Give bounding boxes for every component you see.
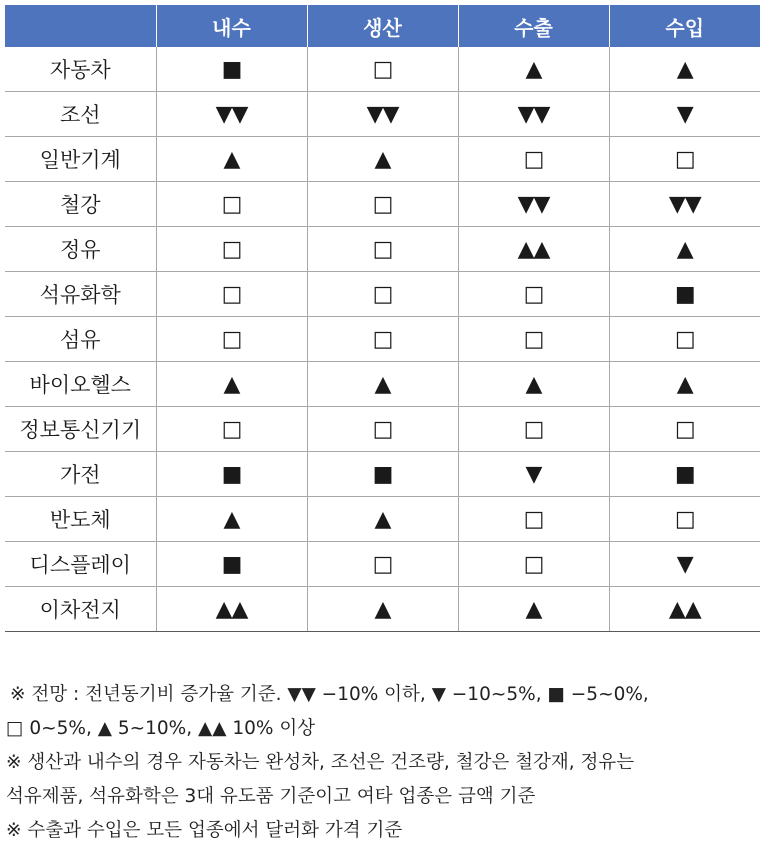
imports-indicator xyxy=(609,272,760,317)
exports-indicator xyxy=(458,542,609,587)
outlook-symbol: □ xyxy=(674,146,695,172)
domestic-demand-indicator xyxy=(156,407,307,452)
outlook-symbol: ▼ xyxy=(676,551,693,577)
table-row xyxy=(5,317,760,362)
production-indicator xyxy=(307,227,458,272)
table-row xyxy=(5,407,760,452)
domestic-demand-indicator xyxy=(156,317,307,362)
imports-indicator xyxy=(609,47,760,92)
exports-indicator xyxy=(458,317,609,362)
outlook-symbol: ▲ xyxy=(374,596,391,622)
production-indicator xyxy=(307,47,458,92)
production-indicator xyxy=(307,137,458,182)
imports-indicator xyxy=(609,137,760,182)
outlook-symbol: □ xyxy=(674,326,695,352)
production-note-line-1: ※ 생산과 내수의 경우 자동차는 완성차, 조선은 건조량, 철강은 철강재, 정유는 xyxy=(6,752,635,773)
sector-name: 반도체 xyxy=(5,497,156,542)
domestic-demand-indicator xyxy=(156,362,307,407)
table-header-row xyxy=(5,5,760,47)
sector-name: 일반기계 xyxy=(5,137,156,182)
outlook-symbol: □ xyxy=(372,191,393,217)
production-indicator xyxy=(307,452,458,497)
outlook-symbol: □ xyxy=(523,506,544,532)
outlook-symbol: □ xyxy=(221,191,242,217)
outlook-symbol: ▲ xyxy=(374,146,391,172)
outlook-symbol: □ xyxy=(372,551,393,577)
domestic-demand-indicator xyxy=(156,182,307,227)
outlook-symbol: □ xyxy=(523,281,544,307)
imports-indicator xyxy=(609,317,760,362)
domestic-demand-indicator xyxy=(156,272,307,317)
outlook-symbol: □ xyxy=(372,326,393,352)
domestic-demand-indicator xyxy=(156,452,307,497)
outlook-symbol: □ xyxy=(372,281,393,307)
sector-name: 바이오헬스 xyxy=(5,362,156,407)
header-corner-cell xyxy=(5,5,156,47)
domestic-demand-indicator xyxy=(156,92,307,137)
outlook-symbol: □ xyxy=(523,146,544,172)
outlook-symbol: ■ xyxy=(372,461,393,487)
outlook-symbol: ▼▼ xyxy=(366,101,399,127)
outlook-symbol: □ xyxy=(674,506,695,532)
imports-indicator xyxy=(609,542,760,587)
outlook-symbol: ▼▼ xyxy=(517,191,550,217)
sector-name: 이차전지 xyxy=(5,587,156,632)
domestic-demand-indicator xyxy=(156,137,307,182)
exports-indicator xyxy=(458,182,609,227)
sector-name: 석유화학 xyxy=(5,272,156,317)
footnotes xyxy=(6,678,762,848)
sector-name: 가전 xyxy=(5,452,156,497)
outlook-symbol: ■ xyxy=(221,461,242,487)
outlook-symbol: ▲ xyxy=(223,506,240,532)
outlook-symbol: □ xyxy=(674,416,695,442)
imports-indicator xyxy=(609,497,760,542)
header-exports: 수출 xyxy=(458,5,609,47)
outlook-symbol: ▼▼ xyxy=(668,191,701,217)
outlook-symbol: □ xyxy=(523,416,544,442)
header-production: 생산 xyxy=(307,5,458,47)
outlook-symbol: ▲ xyxy=(525,596,542,622)
table-row xyxy=(5,92,760,137)
imports-indicator xyxy=(609,92,760,137)
exports-indicator xyxy=(458,452,609,497)
outlook-symbol: ▲ xyxy=(525,56,542,82)
exports-indicator xyxy=(458,47,609,92)
sector-name: 자동차 xyxy=(49,58,111,82)
sector-name: 정유 xyxy=(5,227,156,272)
domestic-demand-indicator xyxy=(156,542,307,587)
domestic-demand-indicator xyxy=(156,497,307,542)
outlook-symbol: ▲▲ xyxy=(668,596,701,622)
imports-indicator xyxy=(609,227,760,272)
outlook-symbol: ▼▼ xyxy=(215,101,248,127)
outlook-symbol: ■ xyxy=(674,281,695,307)
outlook-symbol: ▲▲ xyxy=(517,236,550,262)
sector-name: 정보통신기기 xyxy=(5,407,156,452)
table-row xyxy=(5,227,760,272)
legend-note-line-1: ※ 전망 : 전년동기비 증가율 기준. ▼▼ −10% 이하, ▼ −10~5%, ■ −5~0%, xyxy=(10,684,649,705)
industry-outlook-table xyxy=(5,5,760,632)
imports-indicator xyxy=(609,407,760,452)
production-indicator xyxy=(307,182,458,227)
table-row xyxy=(5,272,760,317)
production-indicator xyxy=(307,497,458,542)
imports-indicator xyxy=(609,452,760,497)
outlook-symbol: ▲ xyxy=(374,506,391,532)
outlook-symbol: ▼ xyxy=(676,101,693,127)
domestic-demand-indicator xyxy=(156,47,307,92)
outlook-symbol: □ xyxy=(372,236,393,262)
production-indicator xyxy=(307,542,458,587)
outlook-symbol: ▼ xyxy=(525,461,542,487)
outlook-symbol: □ xyxy=(221,326,242,352)
outlook-symbol: ■ xyxy=(221,551,242,577)
table-row xyxy=(5,542,760,587)
outlook-symbol: ▼▼ xyxy=(517,101,550,127)
table-row xyxy=(5,362,760,407)
outlook-symbol: ▲ xyxy=(223,371,240,397)
outlook-symbol: ▲ xyxy=(676,371,693,397)
exports-indicator xyxy=(458,407,609,452)
outlook-symbol: □ xyxy=(523,326,544,352)
header-domestic-demand: 내수 xyxy=(156,5,307,47)
production-indicator xyxy=(307,407,458,452)
outlook-symbol: ▲ xyxy=(676,236,693,262)
production-indicator xyxy=(307,272,458,317)
sector-name: 철강 xyxy=(5,182,156,227)
production-note-line-2: 석유제품, 석유화학은 3대 유도품 기준이고 여타 업종은 금액 기준 xyxy=(6,786,536,807)
imports-indicator xyxy=(609,587,760,632)
production-indicator xyxy=(307,362,458,407)
legend-note-line-2: □ 0~5%, ▲ 5~10%, ▲▲ 10% 이상 xyxy=(6,718,316,739)
table-row xyxy=(5,47,760,92)
table-row xyxy=(5,182,760,227)
trade-note: ※ 수출과 수입은 모든 업종에서 달러화 가격 기준 xyxy=(6,820,403,841)
production-indicator xyxy=(307,317,458,362)
exports-indicator xyxy=(458,92,609,137)
outlook-symbol: ▲ xyxy=(525,371,542,397)
table-row xyxy=(5,137,760,182)
sector-name: 조선 xyxy=(5,92,156,137)
outlook-symbol: □ xyxy=(221,236,242,262)
outlook-symbol: □ xyxy=(221,281,242,307)
outlook-symbol: □ xyxy=(523,551,544,577)
outlook-symbol: ▲ xyxy=(374,371,391,397)
imports-indicator xyxy=(609,182,760,227)
production-indicator xyxy=(307,587,458,632)
sector-name: 섬유 xyxy=(5,317,156,362)
domestic-demand-indicator xyxy=(156,227,307,272)
table-row xyxy=(5,452,760,497)
table-row xyxy=(5,587,760,632)
production-indicator xyxy=(307,92,458,137)
outlook-symbol: ▲▲ xyxy=(215,596,248,622)
outlook-symbol: ▲ xyxy=(676,56,693,82)
outlook-symbol: □ xyxy=(221,416,242,442)
exports-indicator xyxy=(458,227,609,272)
exports-indicator xyxy=(458,272,609,317)
imports-indicator xyxy=(609,362,760,407)
exports-indicator xyxy=(458,587,609,632)
exports-indicator xyxy=(458,497,609,542)
sector-name: 디스플레이 xyxy=(5,542,156,587)
outlook-symbol: □ xyxy=(372,416,393,442)
outlook-symbol: ▲ xyxy=(223,146,240,172)
header-imports: 수입 xyxy=(609,5,760,47)
exports-indicator xyxy=(458,362,609,407)
outlook-symbol: ■ xyxy=(674,461,695,487)
outlook-symbol: □ xyxy=(372,56,393,82)
table-row xyxy=(5,497,760,542)
exports-indicator xyxy=(458,137,609,182)
domestic-demand-indicator xyxy=(156,587,307,632)
outlook-symbol: ■ xyxy=(221,56,242,82)
